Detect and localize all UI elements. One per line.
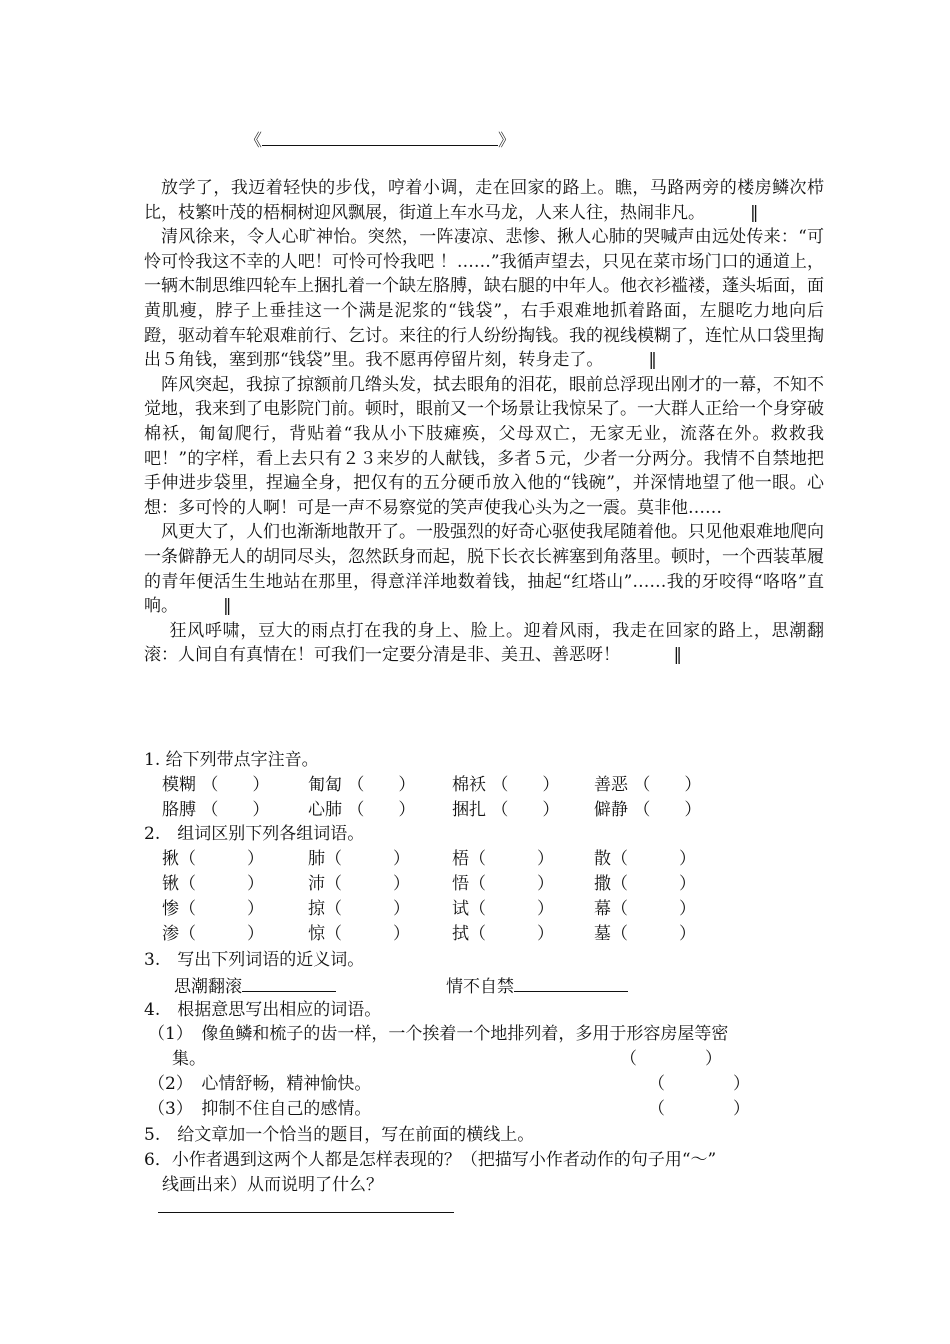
question-3-heading: 3. 写出下列词语的近义词。 xyxy=(144,950,365,970)
word-group-item[interactable]: 试（ ） xyxy=(452,899,554,919)
passage-paragraph-1 xyxy=(144,176,824,225)
word-group-item[interactable]: 沛（ ） xyxy=(308,874,410,894)
pinyin-item[interactable]: 匍匐 （ ） xyxy=(308,775,416,795)
word-group-item[interactable]: 幕（ ） xyxy=(594,899,696,919)
word-group-item[interactable]: 梧（ ） xyxy=(452,849,554,869)
passage-paragraph-2 xyxy=(144,225,824,373)
word-group-item[interactable]: 渗（ ） xyxy=(162,924,264,944)
reading-passage xyxy=(144,176,824,668)
word-group-item[interactable]: 肺（ ） xyxy=(308,849,410,869)
question-4-heading: 4. 根据意思写出相应的词语。 xyxy=(144,1000,382,1020)
pinyin-item[interactable]: 棉袄 （ ） xyxy=(452,775,560,795)
title-answer-blank[interactable] xyxy=(262,127,498,146)
paragraph-text: 放学了，我迈着轻快的步伐，哼着小调，走在回家的路上。瞧，马路两旁的楼房鳞次栉比，枝繁叶茂的梧桐树迎风飘展，街道上车水马龙，人来人往，热闹非凡。 xyxy=(144,178,824,223)
synonym-answer-blank[interactable] xyxy=(242,973,336,992)
pinyin-item[interactable]: 僻静 （ ） xyxy=(594,800,702,820)
passage-paragraph-3 xyxy=(144,373,824,521)
title-blank-line xyxy=(245,126,515,151)
question-1-heading: 1. 给下列带点字注音。 xyxy=(144,750,319,770)
word-group-item[interactable]: 揪（ ） xyxy=(162,849,264,869)
passage-paragraph-4 xyxy=(144,520,824,618)
question-6-heading: 6．小作者遇到这两个人都是怎样表现的？（把描写小作者动作的句子用“～” xyxy=(144,1150,717,1170)
synonym-item xyxy=(446,973,628,999)
word-group-item[interactable]: 悟（ ） xyxy=(452,874,554,894)
pinyin-item[interactable]: 心肺 （ ） xyxy=(308,800,416,820)
word-group-item[interactable]: 惨（ ） xyxy=(162,899,264,919)
question-4-answer-2[interactable]: （ ） xyxy=(648,1074,750,1094)
paragraph-separator-mark: ‖ xyxy=(223,596,232,617)
question-4-answer-1[interactable]: （ ） xyxy=(620,1049,722,1069)
question-4-answer-3[interactable]: （ ） xyxy=(648,1099,750,1119)
paragraph-text: 风更大了，人们也渐渐地散开了。一股强烈的好奇心驱使我尾随着他。只见他艰难地爬向一条僻静无人的胡同尽头，忽然跃身而起，脱下长衣长裤塞到角落里。顿时，一个西装革履的青年便活生生地站在那里，得意洋洋地数着钱，抽起“红塔山”……我的牙咬得“咯咯”直响。 xyxy=(144,522,824,617)
question-4-item-3: （3） 抑制不住自己的感情。 xyxy=(148,1099,372,1119)
question-6-answer-line[interactable] xyxy=(158,1212,454,1213)
word-group-item[interactable]: 惊（ ） xyxy=(308,924,410,944)
question-4-item-1-cont: 集。 xyxy=(172,1049,206,1069)
word-group-item[interactable]: 散（ ） xyxy=(594,849,696,869)
pinyin-item[interactable]: 善恶 （ ） xyxy=(594,775,702,795)
question-4-item-1: （1） 像鱼鳞和梳子的齿一样，一个挨着一个地排列着，多用于形容房屋等密 xyxy=(148,1024,729,1044)
pinyin-item[interactable]: 捆扎 （ ） xyxy=(452,800,560,820)
paragraph-text: 狂风呼啸，豆大的雨点打在我的身上、脸上。迎着风雨，我走在回家的路上，思潮翻滚：人间自有真情在！可我们一定要分清是非、美丑、善恶呀！ xyxy=(144,620,824,666)
word-group-item[interactable]: 撒（ ） xyxy=(594,874,696,894)
title-close-bracket: 》 xyxy=(498,131,515,151)
question-2-heading: 2. 组词区别下列各组词语。 xyxy=(144,824,365,844)
paragraph-separator-mark: ‖ xyxy=(673,645,682,666)
question-5-heading: 5. 给文章加一个恰当的题目，写在前面的横线上。 xyxy=(144,1125,535,1145)
word-group-item[interactable]: 锹（ ） xyxy=(162,874,264,894)
paragraph-separator-mark: ‖ xyxy=(648,350,657,371)
word-group-item[interactable]: 掠（ ） xyxy=(308,899,410,919)
paragraph-text: 清风徐来，令人心旷神怡。突然，一阵凄凉、悲惨、揪人心肺的哭喊声由远处传来：“可怜可怜我这不幸的人吧！可怜可怜我吧 ！……”我循声望去，只见在菜市场门口的通道上，一辆木制思维四轮车上捆扎着一个缺左胳膊，缺右腿的中年人。他衣衫褴褛，蓬头垢面，面黄肌瘦，脖子上垂挂这一个满是泥浆的“钱袋”，右手艰难地抓着路面，左腿吃力地向后蹬，驱动着车轮艰难前行、乞讨。来往的行人纷纷掏钱。我的视线模糊了，连忙从口袋里掏出５角钱，塞到那“钱袋”里。我不愿再停留片刻，转身走了。 xyxy=(144,227,824,371)
paragraph-text: 阵风突起，我掠了掠额前几绺头发，拭去眼角的泪花，眼前总浮现出刚才的一幕，不知不觉地，我来到了电影院门前。顿时，眼前又一个场景让我惊呆了。一大群人正给一个身穿破棉袄，匍匐爬行，背贴着“我从小下肢瘫痪，父母双亡，无家无业，流落在外。救救我吧！”的字样，看上去只有２３来岁的人献钱，多者５元，少者一分两分。我情不自禁地把手伸进步袋里，捏遍全身，把仅有的五分硬币放入他的“钱碗”，并深情地望了他一眼。心想：多可怜的人啊！可是一声不易察觉的笑声使我心头为之一震。莫非他…… xyxy=(144,374,824,518)
synonym-word: 情不自禁 xyxy=(446,977,514,997)
pinyin-item[interactable]: 胳膊 （ ） xyxy=(162,800,270,820)
paragraph-separator-mark: ‖ xyxy=(750,202,759,223)
synonym-answer-blank[interactable] xyxy=(514,973,628,992)
pinyin-item[interactable]: 模糊 （ ） xyxy=(162,775,270,795)
synonym-word: 思潮翻滚 xyxy=(174,977,242,997)
title-open-bracket: 《 xyxy=(245,131,262,151)
passage-paragraph-5 xyxy=(144,619,824,668)
word-group-item[interactable]: 墓（ ） xyxy=(594,924,696,944)
synonym-item xyxy=(174,973,336,999)
question-4-item-2: （2） 心情舒畅，精神愉快。 xyxy=(148,1074,372,1094)
word-group-item[interactable]: 拭（ ） xyxy=(452,924,554,944)
question-6-heading-cont: 线画出来）从而说明了什么？ xyxy=(162,1175,383,1195)
